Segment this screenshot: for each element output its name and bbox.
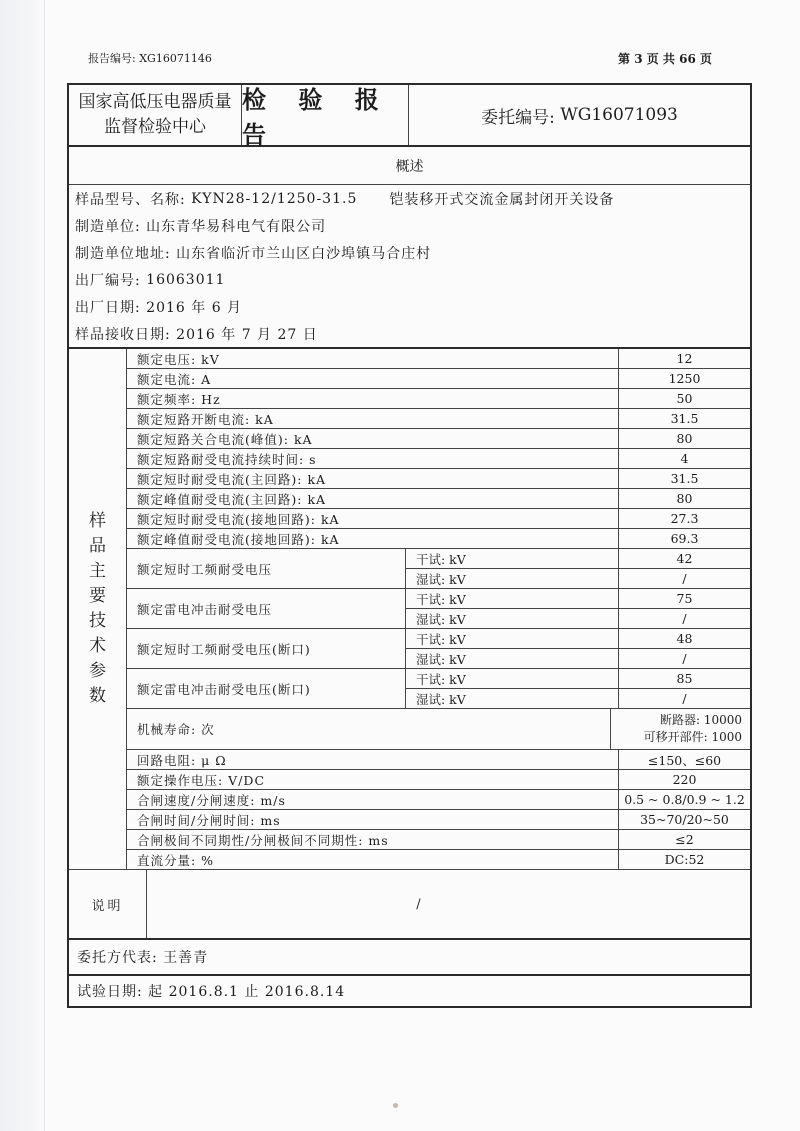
report-number: 报告编号: XG16071146 bbox=[88, 52, 212, 65]
param-row: 合闸极间不同期性/分闸极间不同期性: ms ≤2 bbox=[127, 830, 750, 850]
notes-value: / bbox=[416, 896, 421, 912]
paper-speck bbox=[393, 1103, 398, 1108]
param-row: 额定短路耐受电流持续时间: s 4 bbox=[127, 449, 750, 469]
overview-info bbox=[69, 185, 750, 349]
param-row: 合闸时间/分闸时间: ms 35~70/20~50 bbox=[127, 810, 750, 830]
test-dates: 试验日期: 起 2016.8.1 止 2016.8.14 bbox=[77, 984, 346, 1000]
client-representative: 委托方代表: 王善青 bbox=[69, 940, 750, 976]
organization-name: 国家高低压电器质量 监督检验中心 bbox=[69, 85, 242, 145]
param-group-row: 额定短时工频耐受电压(断口) 干试: kV 48 湿试: kV / bbox=[127, 629, 750, 669]
param-row: 回路电阻: μ Ω ≤150、≤60 bbox=[127, 750, 750, 770]
section-title-overview: 概述 bbox=[69, 147, 750, 185]
binding-shadow bbox=[0, 0, 45, 1131]
param-group-row: 额定雷电冲击耐受电压 干试: kV 75 湿试: kV / bbox=[127, 589, 750, 629]
page-header-line bbox=[88, 50, 752, 67]
param-row: 额定电压: kV 12 bbox=[127, 349, 750, 369]
param-row: 额定短时耐受电流(接地回路): kA 27.3 bbox=[127, 509, 750, 529]
param-row: 额定操作电压: V/DC 220 bbox=[127, 770, 750, 790]
param-row: 额定电流: A 1250 bbox=[127, 369, 750, 389]
document-title: 检 验 报 告 bbox=[242, 85, 409, 145]
param-row: 额定峰值耐受电流(主回路): kA 80 bbox=[127, 489, 750, 509]
param-row: 额定短路关合电流(峰值): kA 80 bbox=[127, 429, 750, 449]
param-group-row: 额定短时工频耐受电压 干试: kV 42 湿试: kV / bbox=[127, 549, 750, 589]
info-row-manufacturer: 制造单位: 山东青华易科电气有限公司 bbox=[75, 218, 327, 235]
commission-number: 委托编号: WG16071093 bbox=[481, 105, 678, 128]
report-header bbox=[69, 85, 750, 147]
param-row: 额定峰值耐受电流(接地回路): kA 69.3 bbox=[127, 529, 750, 549]
notes-row bbox=[69, 870, 750, 940]
page-info: 第 3 页 共 66 页 bbox=[618, 52, 712, 66]
param-row-mechanical-life: 机械寿命: 次 断路器: 10000 可移开部件: 1000 bbox=[127, 709, 750, 750]
notes-label: 说明 bbox=[69, 870, 147, 938]
parameters-side-label: 样 品 主 要 技 术 参 数 bbox=[69, 349, 127, 869]
param-row: 额定频率: Hz 50 bbox=[127, 389, 750, 409]
report-frame bbox=[67, 83, 752, 1008]
info-row-production-date: 出厂日期: 2016 年 6 月 bbox=[75, 299, 243, 316]
param-group-row: 额定雷电冲击耐受电压(断口) 干试: kV 85 湿试: kV / bbox=[127, 669, 750, 709]
parameters-table bbox=[69, 349, 750, 870]
info-row-model: 样品型号、名称: KYN28-12/1250-31.5 铠装移开式交流金属封闭开关设备 bbox=[75, 190, 615, 208]
info-row-received-date: 样品接收日期: 2016 年 7 月 27 日 bbox=[75, 326, 318, 343]
parameters-grid bbox=[127, 349, 750, 869]
info-row-serial: 出厂编号: 16063011 bbox=[75, 271, 226, 289]
param-row: 额定短路开断电流: kA 31.5 bbox=[127, 409, 750, 429]
param-row: 额定短时耐受电流(主回路): kA 31.5 bbox=[127, 469, 750, 489]
param-row: 直流分量: % DC:52 bbox=[127, 850, 750, 869]
info-row-address: 制造单位地址: 山东省临沂市兰山区白沙埠镇马合庄村 bbox=[75, 245, 432, 262]
param-row: 合闸速度/分闸速度: m/s 0.5 ~ 0.8/0.9 ~ 1.2 bbox=[127, 790, 750, 810]
